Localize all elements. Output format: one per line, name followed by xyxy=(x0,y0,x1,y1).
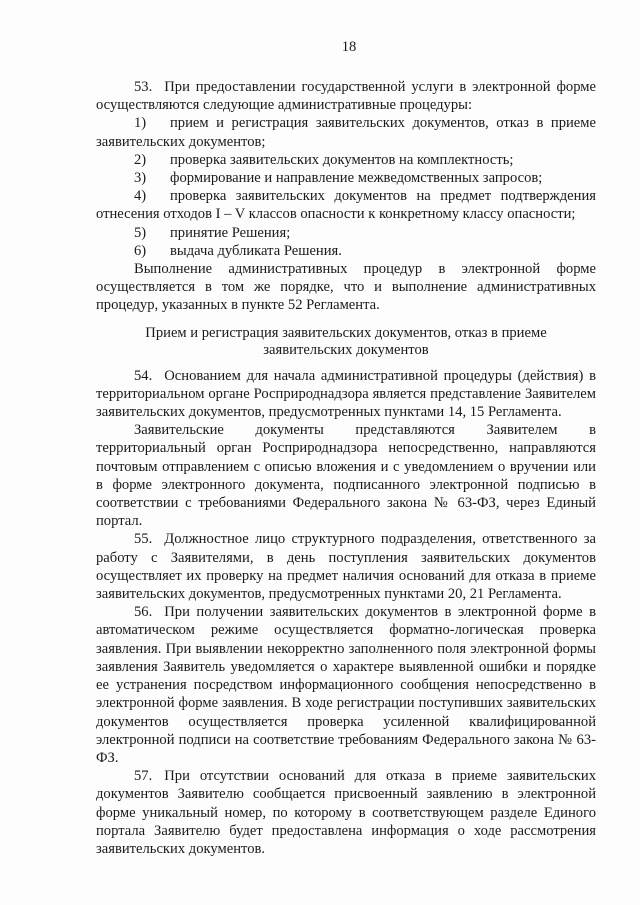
list-item-6 xyxy=(96,242,596,260)
paragraph-54-continuation: Заявительские документы представляются Заявителем в территориальный орган Росприроднадзора непосредственно, направляются почтовым отправлением с описью вложения и с уведомлением о вручении или в форме электронного документа, подписанного электронной подписью в соответствии с требованиями Федерального закона № 63-ФЗ, через Единый портал. xyxy=(96,422,596,530)
list-item-number: 4) xyxy=(134,188,147,205)
list-item-3 xyxy=(96,169,596,187)
paragraph-number: 57. xyxy=(134,768,153,785)
list-item-number: 6) xyxy=(134,242,147,259)
paragraph-text: При получении заявительских документов в электронной форме в автоматическом режиме осуществляется форматно-логическая проверка заявления. При выявлении некорректно заполненного поля электронной формы заявления Заявитель уведомляется о характере выявленной ошибки и порядке ее устранения посредством информационного сообщения непосредственно в электронной форме заявления. В ходе регистрации поступивших заявительских документов осуществляется проверка усиленной квалифицированной электронной подписи на соответствие требованиям Федерального закона № 63-ФЗ. xyxy=(96,604,596,766)
paragraph-text: Основанием для начала административной процедуры (действия) в территориальном органе Росприроднадзора является представление Заявителем заявительских документов, предусмотренных пунктами 14, 15 Регламента. xyxy=(96,367,596,421)
list-item-number: 3) xyxy=(134,170,147,187)
list-item-text: выдача дубликата Решения. xyxy=(170,242,342,259)
paragraph-56 xyxy=(96,603,596,767)
paragraph-54 xyxy=(96,367,596,422)
list-item-text: прием и регистрация заявительских документов, отказ в приеме заявительских документов; xyxy=(96,115,596,150)
list-item-1 xyxy=(96,114,596,150)
list-item-number: 2) xyxy=(134,151,147,168)
paragraph-55 xyxy=(96,530,596,603)
paragraph-number: 54. xyxy=(134,367,153,384)
list-item-text: проверка заявительских документов на комплектность; xyxy=(170,151,514,168)
paragraph-53 xyxy=(96,78,596,114)
paragraph-53-closing: Выполнение административных процедур в электронной форме осуществляется в том же порядке, что и выполнение административных процедур, указанных в пункте 52 Регламента. xyxy=(96,261,596,314)
list-item-4 xyxy=(96,187,596,223)
section-heading: Прием и регистрация заявительских документов, отказ в приеме заявительских документов xyxy=(145,324,547,358)
paragraph-number: 53. xyxy=(134,79,153,95)
paragraph-number: 56. xyxy=(134,604,153,621)
list-item-text: формирование и направление межведомственных запросов; xyxy=(170,170,543,187)
list-item-text: принятие Решения; xyxy=(170,224,291,241)
list-item-text: проверка заявительских документов на предмет подтверждения отнесения отходов I – V классов опасности к конкретному классу опасности; xyxy=(96,188,596,223)
page-number: 18 xyxy=(341,39,357,55)
paragraph-text: При предоставлении государственной услуги в электронной форме осуществляются следующие административные процедуры: xyxy=(96,79,596,114)
paragraph-text: При отсутствии оснований для отказа в приеме заявительских документов Заявителю сообщается присвоенный заявлению в электронной форме уникальный номер, по которому в соответствующем разделе Единого портала Заявителю будет предоставлена информация о ходе рассмотрения заявительских документов. xyxy=(96,768,596,857)
list-item-2 xyxy=(96,151,596,169)
list-item-number: 5) xyxy=(134,224,147,241)
list-item-number: 1) xyxy=(134,115,147,132)
list-item-5 xyxy=(96,224,596,242)
paragraph-text: Должностное лицо структурного подразделения, ответственного за работу с Заявителями, в день поступления заявительских документов осуществляет их проверку на предмет наличия оснований для отказа в приеме заявительских документов, предусмотренных пунктами 20, 21 Регламента. xyxy=(96,531,596,603)
paragraph-number: 55. xyxy=(134,531,153,548)
paragraph-57 xyxy=(96,767,596,858)
